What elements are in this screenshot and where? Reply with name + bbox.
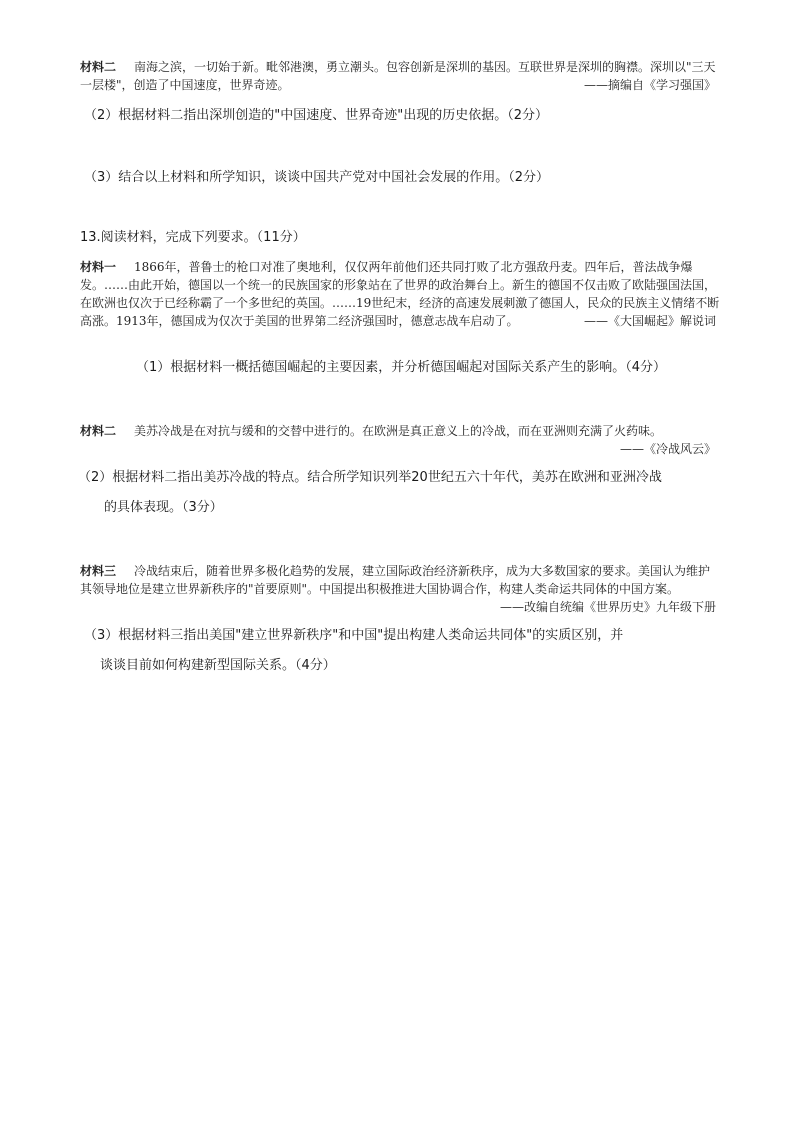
material-text: 1866年，普鲁士的枪口对准了奥地利，仅仅两年前他们还共同打败了北方强敌丹麦。四年后，普法战争爆发。……由此开始，德国以一个统一的民族国家的形象站在了世界的政治舞台上。新生的德国不仅击败了欧陆强国法国，在欧洲也仅次于已经称霸了一个多世纪的英国。……19世纪末，经济的高速发展刺激了德国人，民众的民族主义情绪不断高涨。1913年，德国成为仅次于美国的世界第二经济强国时，德意志战车启动了。 <box>80 260 720 328</box>
material-label: 材料二 <box>80 60 117 74</box>
material-source: ——《冷战风云》 <box>619 442 716 456</box>
material-text: 美苏冷战是在对抗与缓和的交替中进行的。在欧洲是真正意义上的冷战，而在亚洲则充满了火药味。 <box>134 424 663 438</box>
material-source: ——摘编自《学习强国》 <box>583 78 716 92</box>
question-13-1: （1）根据材料一概括德国崛起的主要因素，并分析德国崛起对国际关系产生的影响。（4分） <box>136 360 667 375</box>
material-cold-war <box>80 422 720 458</box>
material-world-order <box>80 562 720 616</box>
question-13-3-line2: 谈谈目前如何构建新型国际关系。（4分） <box>100 658 336 673</box>
question-13-3-line1: （3）根据材料三指出美国"建立世界新秩序"和中国"提出构建人类命运共同体"的实质区别，并 <box>84 628 624 643</box>
question-12-3: （3）结合以上材料和所学知识，谈谈中国共产党对中国社会发展的作用。（2分） <box>84 170 550 185</box>
material-source: ——改编自统编《世界历史》九年级下册 <box>499 600 716 614</box>
question-13-2-line2: 的具体表现。（3分） <box>104 500 223 515</box>
material-source: ——《大国崛起》解说词 <box>583 314 716 328</box>
material-label: 材料一 <box>80 260 117 274</box>
material-text: 南海之滨，一切始于新。毗邻港澳，勇立潮头。包容创新是深圳的基因。互联世界是深圳的胸襟。深圳以"三天一层楼"，创造了中国速度，世界奇迹。 <box>80 60 716 92</box>
material-shenzhen <box>80 58 720 94</box>
question-13-heading: 13.阅读材料，完成下列要求。（11分） <box>80 230 306 245</box>
question-12-2: （2）根据材料二指出深圳创造的"中国速度、世界奇迹"出现的历史依据。（2分） <box>84 108 549 123</box>
material-germany <box>80 258 720 330</box>
material-text: 冷战结束后，随着世界多极化趋势的发展，建立国际政治经济新秩序，成为大多数国家的要求。美国认为维护其领导地位是建立世界新秩序的"首要原则"。中国提出积极推进大国协调合作，构建人类命运共同体的中国方案。 <box>80 564 711 596</box>
material-label: 材料三 <box>80 564 117 578</box>
question-13-2-line1: （2）根据材料二指出美苏冷战的特点。结合所学知识列举20世纪五六十年代，美苏在欧洲和亚洲冷战 <box>78 470 662 485</box>
material-label: 材料二 <box>80 424 117 438</box>
